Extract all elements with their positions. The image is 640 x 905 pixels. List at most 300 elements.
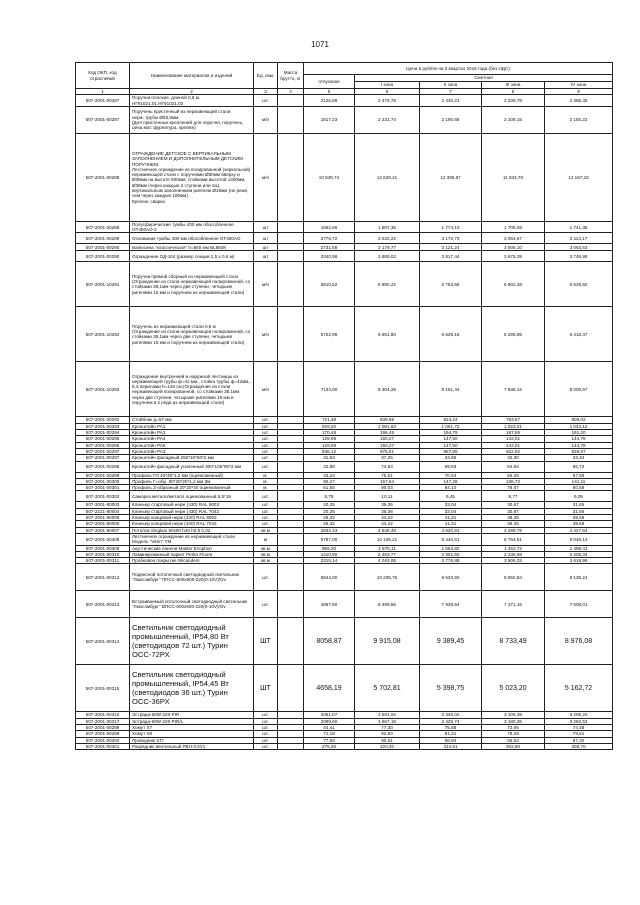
cell-zone2-price: 9 389,45 [420, 618, 482, 665]
cell-zone4-price: 809,02 [545, 417, 613, 423]
cell-zone4-price: 4 427,64 [545, 527, 613, 533]
table-row [76, 307, 613, 362]
cell-release-price: 8058,87 [304, 618, 355, 665]
cell-zone4-price: 3 282,53 [545, 718, 613, 724]
cell-code: 507-2001-00288 [76, 221, 130, 233]
cell-name: Профиль ГО 40*40*1,2 мм (оцинкованный) [130, 472, 254, 478]
cell-zone2-price: 70,54 [420, 472, 482, 478]
cell-mass [278, 307, 304, 362]
cell-unit: шт. [254, 591, 278, 618]
cell-release-price: 3340,96 [304, 251, 355, 262]
cell-zone3-price: 302,80 [482, 743, 545, 749]
cell-name: Эстрада-60W-220-PIR [130, 712, 254, 718]
cell-code: 507-2001-00290 [76, 244, 130, 251]
cell-code: 507-2001-00288 [76, 133, 130, 221]
cell-code: 507-2001-80005 [76, 515, 130, 521]
cell-release-price: 25,32 [304, 521, 355, 527]
cell-zone2-price: 314,51 [420, 743, 482, 749]
cell-code: 507-2001-00292 [76, 417, 130, 423]
cell-zone4-price: 3 618,99 [545, 558, 613, 564]
cell-zone2-price: 147,50 [420, 442, 482, 448]
cell-release-price: 20,25 [304, 502, 355, 508]
cell-zone2-price: 6 539,18 [420, 307, 482, 362]
cell-zone3-price: 5 023,20 [482, 665, 545, 712]
cell-zone1-price: 10,11 [355, 491, 420, 502]
cell-zone4-price: 31,65 [545, 502, 613, 508]
cell-release-price: 20,25 [304, 508, 355, 514]
cell-unit: м. [254, 472, 278, 478]
cell-code: 507-2001-00293 [76, 423, 130, 429]
column-number: 5 [304, 89, 355, 95]
cell-zone1-price: 3 581,92 [355, 712, 420, 718]
cell-mass [278, 262, 304, 307]
cell-zone1-price: 3 889,03 [355, 251, 420, 262]
cell-zone4-price: 79,81 [545, 731, 613, 737]
cell-zone2-price: 5 398,75 [420, 665, 482, 712]
column-number: 4 [278, 89, 304, 95]
cell-unit: кв.м [254, 551, 278, 557]
cell-release-price: 10 849,74 [304, 133, 355, 221]
header-name: Наименование материалов и изделий [130, 63, 254, 89]
cell-code: 507-2001-00298 [76, 461, 130, 472]
cell-zone4-price: 8 000,97 [545, 362, 613, 417]
cell-zone1-price: 82,83 [355, 731, 420, 737]
cell-zone1-price: 90,03 [355, 485, 420, 491]
cell-zone4-price: 87,30 [545, 737, 613, 743]
cell-zone3-price: 6 295,85 [482, 307, 545, 362]
table-row [76, 262, 613, 307]
cell-zone2-price: 3 776,88 [420, 558, 482, 564]
cell-zone3-price: 3 675,39 [482, 251, 545, 262]
cell-mass [278, 591, 304, 618]
cell-code: 507-2221-80004 [76, 508, 130, 514]
cell-zone4-price: 8 976,08 [545, 618, 613, 665]
cell-zone2-price: 2 190,68 [420, 106, 482, 133]
cell-mass [278, 95, 304, 107]
cell-release-price: 31,53 [304, 455, 355, 461]
cell-code: 507-2001-00300 [76, 478, 130, 484]
table-row [76, 564, 613, 591]
cell-code: 507-2001-00302 [76, 491, 130, 502]
cell-zone1-price: 9 915,08 [355, 618, 420, 665]
cell-mass [278, 244, 304, 251]
cell-name: Пробковое покрытие Wicanders [130, 558, 254, 564]
cell-zone2-price: 9 533,60 [420, 564, 482, 591]
cell-release-price: 1817,23 [304, 106, 355, 133]
cell-release-price: 5844,00 [304, 564, 355, 591]
cell-zone3-price: 38,35 [482, 515, 545, 521]
cell-zone3-price: 142,01 [482, 442, 545, 448]
cell-zone3-price: 64,64 [482, 461, 545, 472]
cell-unit: м/п [254, 307, 278, 362]
cell-zone1-price: 3 232,22 [355, 233, 420, 244]
cell-unit: шт. [254, 448, 278, 454]
cell-release-price: 71,18 [304, 731, 355, 737]
cell-code: 507-2001-10293 [76, 362, 130, 417]
cell-zone2-price: 2 301,50 [420, 551, 482, 557]
cell-zone2-price: 3 121,24 [420, 244, 482, 251]
cell-zone3-price: 2 339,78 [482, 95, 545, 107]
table-row [76, 95, 613, 107]
cell-zone1-price: 198,45 [355, 430, 420, 436]
cell-unit: шт. [254, 461, 278, 472]
header-release: отпускная [304, 75, 355, 89]
cell-mass [278, 233, 304, 244]
column-number: 9 [545, 89, 613, 95]
cell-zone3-price: 6 502,28 [482, 262, 545, 307]
cell-name: Профиль Г=обр. 80*20*20*1,2 мм Зм [130, 478, 254, 484]
cell-zone4-price: 141,11 [545, 478, 613, 484]
cell-zone1-price: 150,27 [355, 442, 420, 448]
cell-unit: шт. [254, 95, 278, 107]
cell-release-price: 170,48 [304, 430, 355, 436]
cell-mass [278, 251, 304, 262]
cell-unit: шт. [254, 725, 278, 731]
cell-unit: шт. [254, 430, 278, 436]
table-row [76, 591, 613, 618]
cell-zone4-price: 144,78 [545, 442, 613, 448]
cell-unit: шт. [254, 515, 278, 521]
header-price-title: Цена в рублях на II квартал 2016 года (без НДС) [304, 63, 613, 75]
cell-zone2-price: 6 753,58 [420, 262, 482, 307]
cell-zone2-price: 84,10 [420, 485, 482, 491]
cell-zone1-price: 6 661,80 [355, 307, 420, 362]
cell-code: 507-2001-00298 [76, 725, 130, 731]
cell-name: Клиньер концевой нерж (430) RAL 7042 [130, 521, 254, 527]
cell-name: Разрядник вентильный РВН-0,5У1 [130, 743, 254, 749]
cell-zone3-price: 7 371,15 [482, 591, 545, 618]
cell-release-price: 2099,60 [304, 718, 355, 724]
cell-code: 507-2001-10291 [76, 262, 130, 307]
cell-zone4-price: 3 114,17 [545, 233, 613, 244]
cell-unit: шт [254, 221, 278, 233]
cell-zone4-price: 66,72 [545, 461, 613, 472]
cell-zone1-price: 10 106,21 [355, 533, 420, 545]
cell-release-price: 4658,19 [304, 665, 355, 712]
cell-zone1-price: 1 807,36 [355, 221, 420, 233]
cell-name: Проводник STI [130, 737, 254, 743]
cell-zone4-price: 2 150,22 [545, 106, 613, 133]
table-row [76, 244, 613, 251]
table-row [76, 461, 613, 472]
cell-zone1-price: 75,51 [355, 472, 420, 478]
cell-zone3-price: 85,63 [482, 737, 545, 743]
cell-name: Профиль Z-образный 20*20*40 оцинкованный [130, 485, 254, 491]
cell-release-price: 7134,00 [304, 362, 355, 417]
cell-release-price: 4867,60 [304, 591, 355, 618]
cell-unit: шт. [254, 423, 278, 429]
column-number: 7 [420, 89, 482, 95]
cell-zone3-price: 30,67 [482, 502, 545, 508]
cell-name: Кронштейн РА5 [130, 442, 254, 448]
cell-zone3-price: 3 106,38 [482, 712, 545, 718]
cell-zone4-price: 308,70 [545, 743, 613, 749]
cell-unit: шт. [254, 442, 278, 448]
table-row [76, 251, 613, 262]
cell-zone2-price: 824,24 [420, 417, 482, 423]
cell-release-price: 25,32 [304, 515, 355, 521]
header-code: Код ОКП, код отраслевой [76, 63, 130, 89]
cell-zone2-price: 81,31 [420, 731, 482, 737]
cell-name: Кронштейн РА3 [130, 448, 254, 454]
cell-release-price: 129,09 [304, 436, 355, 442]
cell-release-price: 129,09 [304, 442, 355, 448]
cell-zone4-price: 191,20 [545, 430, 613, 436]
cell-zone4-price: 2 205,34 [545, 551, 613, 557]
cell-zone3-price: 7 848,12 [482, 362, 545, 417]
cell-zone2-price: 147,26 [420, 478, 482, 484]
cell-zone4-price: 5 162,72 [545, 665, 613, 712]
cell-release-price: 5,79 [304, 491, 355, 502]
cell-mass [278, 221, 304, 233]
cell-name: Ограждение внутренней и наружной лестницы из нержавеющей трубы ф=42 мм., стойка трубы ф=42мм., 6,3 перилами h=120 см.(Ограждение из стали нержавеющей полированной, со стойками 38,1мм через две ступени, четырьмя ригелями 16 мм и поручнем в 2 ряда из нержавеющей стали) [130, 362, 254, 417]
cell-zone2-price: 7 939,94 [420, 591, 482, 618]
cell-zone1-price: 2 475,78 [355, 95, 420, 107]
cell-release-price: 721,38 [304, 417, 355, 423]
cell-release-price: 43,24 [304, 472, 355, 478]
cell-name: Поручни плоские, длиной 0,8 м. НГ91021.01.НГ91021.03 [130, 95, 254, 107]
cell-zone3-price: 187,55 [482, 430, 545, 436]
cell-code: 507-2001-00311 [76, 558, 130, 564]
cell-unit: шт. [254, 508, 278, 514]
cell-code: 507-2001-00294 [76, 430, 130, 436]
cell-zone1-price: 320,40 [355, 743, 420, 749]
cell-name: Кронштейн РА1 [130, 423, 254, 429]
cell-zone2-price: 8 151,44 [420, 362, 482, 417]
cell-mass [278, 106, 304, 133]
cell-name: Ламинированный паркет Perito Floors [130, 551, 254, 557]
cell-release-price: 5910,62 [304, 262, 355, 307]
cell-zone2-price: 33,04 [420, 508, 482, 514]
cell-code: 507-2001-10292 [76, 307, 130, 362]
header-mass: Масса брутто, кг [278, 63, 304, 89]
table-row [76, 491, 613, 502]
cell-unit: шт. [254, 491, 278, 502]
cell-zone4-price: 3 206,20 [545, 712, 613, 718]
cell-zone3-price: 2 136,68 [482, 551, 545, 557]
cell-release-price: 5787,00 [304, 533, 355, 545]
cell-name: Хомут Х8 [130, 731, 254, 737]
table-row [76, 133, 613, 221]
cell-code: 507-2001-00296 [76, 442, 130, 448]
cell-name: Клиньер концевой нерж (430) RAL 9003 [130, 515, 254, 521]
cell-name: Поручень пристенный из нержавеющей стали нерж. трубы Ø50,8мм (Для пристенных креплений для поручня, поручень, цена мат. фурнитура, крепёж) [130, 106, 254, 133]
cell-zone4-price: 74,48 [545, 725, 613, 731]
page-number: 1071 [311, 40, 329, 49]
cell-zone3-price: 2 108,15 [482, 106, 545, 133]
cell-name: Поручни прямой сборный из нержавеющей стали (Ограждение из стали нержавеющей полированной, со стойками 38,1мм через две ступени, четырьмя ригелями 16 мм и поручнем из нержавеющей стали) [130, 262, 254, 307]
cell-release-price: 929,20 [304, 423, 355, 429]
table-row [76, 221, 613, 233]
cell-release-price: 90,27 [304, 478, 355, 484]
cell-zone1-price: 10 205,75 [355, 564, 420, 591]
cell-zone4-price: 6 418,47 [545, 307, 613, 362]
cell-mass [278, 461, 304, 472]
header-unit: Ед. изм. [254, 63, 278, 89]
cell-mass [278, 133, 304, 221]
cell-name: Лестничное ограждение из нержавеющей стали Модель "Vitrin" ТМ [130, 533, 254, 545]
cell-zone2-price: 69,93 [420, 461, 482, 472]
cell-name: Клиньер стартовый нерж (430) RAL 9003 [130, 502, 254, 508]
cell-code: 507-2001-00299 [76, 731, 130, 737]
cell-unit: шт. [254, 417, 278, 423]
cell-name: Саморез металл/металл оцинкованный 5,5*19 [130, 491, 254, 502]
cell-zone3-price: 1 452,72 [482, 545, 545, 551]
cell-release-price: 1410,80 [304, 551, 355, 557]
cell-zone1-price: 90,61 [355, 737, 420, 743]
cell-name: Стойбник д=57 мм [130, 417, 254, 423]
cell-zone1-price: 839,69 [355, 417, 420, 423]
cell-name: Акустические панели Master Ecophon [130, 545, 254, 551]
column-number: 3 [254, 89, 278, 95]
cell-zone1-price: 3 667,18 [355, 718, 420, 724]
cell-unit: ШТ [254, 665, 278, 712]
cell-unit: шт. [254, 502, 278, 508]
cell-zone4-price: 1 042,12 [545, 423, 613, 429]
cell-mass [278, 665, 304, 712]
cell-zone2-price: 9,45 [420, 491, 482, 502]
table-row [76, 743, 613, 749]
cell-zone4-price: 31,65 [545, 508, 613, 514]
cell-zone1-price: 3 179,77 [355, 244, 420, 251]
cell-name: Светильник светодиодный промышленный, IP54,45 Вт (светодиодов 36 шт.) Турин ОСС-36РХ [130, 665, 254, 712]
cell-release-price: 275,26 [304, 743, 355, 749]
cell-name: Хомут Х7 [130, 725, 254, 731]
cell-zone2-price: 4 620,81 [420, 527, 482, 533]
cell-code: 507-2001-80006 [76, 521, 130, 527]
cell-zone2-price: 1 564,82 [420, 545, 482, 551]
cell-code: 507-2001-00299 [76, 472, 130, 478]
cell-zone3-price: 78,28 [482, 731, 545, 737]
cell-release-price: 51,55 [304, 485, 355, 491]
table-row [76, 362, 613, 417]
cell-zone3-price: 8 733,49 [482, 618, 545, 665]
cell-zone3-price: 3 180,35 [482, 718, 545, 724]
cell-zone1-price: 1 675,11 [355, 545, 420, 551]
cell-code: 507-2001-00315 [76, 665, 130, 712]
cell-unit: шт [254, 233, 278, 244]
cell-zone3-price: 11 934,70 [482, 133, 545, 221]
cell-zone4-price: 39,58 [545, 521, 613, 527]
price-table [75, 62, 613, 750]
cell-zone2-price: 9 440,61 [420, 533, 482, 545]
cell-zone4-price: 80,58 [545, 485, 613, 491]
cell-zone4-price: 67,59 [545, 472, 613, 478]
cell-name: Подвесной потолочный светодиодный светильник "Люксэмбург" ППСС-600х600-220(0-10V)/Ov [130, 564, 254, 591]
cell-zone1-price: 157,64 [355, 478, 420, 484]
cell-zone3-price: 142,01 [482, 436, 545, 442]
cell-name: Кронштейн РА4 [130, 436, 254, 442]
cell-name: Потолок Singlaio 50х50 h40 h0,5 0,32 [130, 527, 254, 533]
cell-zone2-price: 1 774,10 [420, 221, 482, 233]
cell-unit: шт. [254, 455, 278, 461]
cell-code: 507-2001-00289 [76, 233, 130, 244]
cell-zone4-price: 6 628,92 [545, 262, 613, 307]
cell-zone3-price: 922,02 [482, 448, 545, 454]
cell-zone4-price: 12 167,15 [545, 133, 613, 221]
cell-zone1-price: 4 848,49 [355, 527, 420, 533]
cell-code: 507-2001-00312 [76, 564, 130, 591]
cell-zone4-price: 9,05 [545, 491, 613, 502]
cell-unit: шт. [254, 712, 278, 718]
cell-unit: м/п [254, 133, 278, 221]
cell-code: 507-2001-80003 [76, 502, 130, 508]
cell-zone3-price: 1 708,08 [482, 221, 545, 233]
cell-code: 507-2001-00317 [76, 718, 130, 724]
cell-name: Кронштейн фасадный 250*10*50*2 мм [130, 455, 254, 461]
cell-zone4-price: 1 741,35 [545, 221, 613, 233]
cell-zone1-price: 44,22 [355, 515, 420, 521]
cell-zone1-price: 2 463,77 [355, 551, 420, 557]
cell-code: 507-2001-00316 [76, 712, 130, 718]
column-number: 6 [355, 89, 420, 95]
cell-zone4-price: 939,97 [545, 448, 613, 454]
cell-mass [278, 564, 304, 591]
table-row [76, 665, 613, 712]
cell-name: Клиньер стартовый нерж (430) RAL 7042 [130, 508, 254, 514]
cell-unit: кв.м [254, 545, 278, 551]
cell-code: 507-2001-00290 [76, 251, 130, 262]
cell-zone3-price: 3 506,32 [482, 558, 545, 564]
cell-zone1-price: 37,25 [355, 455, 420, 461]
cell-zone3-price: 8 764,51 [482, 533, 545, 545]
cell-code: 507-2001-00301 [76, 485, 130, 491]
cell-zone3-price: 30,67 [482, 508, 545, 514]
cell-release-price: 5722,98 [304, 307, 355, 362]
cell-name: Валюсина "классическая" h=860 мм BL860K [130, 244, 254, 251]
cell-zone2-price: 2 430,21 [420, 95, 482, 107]
cell-zone2-price: 34,86 [420, 455, 482, 461]
cell-zone4-price: 3 063,63 [545, 244, 613, 251]
cell-zone4-price: 3 746,98 [545, 251, 613, 262]
cell-zone3-price: 32,30 [482, 455, 545, 461]
cell-zone1-price: 6 880,22 [355, 262, 420, 307]
cell-code: 507-2001-00308 [76, 533, 130, 545]
cell-zone2-price: 3 172,73 [420, 233, 482, 244]
cell-release-price: 959,20 [304, 545, 355, 551]
cell-mass [278, 533, 304, 545]
cell-zone2-price: 1 061,72 [420, 423, 482, 429]
cell-unit: м [254, 533, 278, 545]
cell-zone4-price: 9 046,14 [545, 533, 613, 545]
cell-zone1-price: 12 628,41 [355, 133, 420, 221]
cell-zone1-price: 150,27 [355, 436, 420, 442]
cell-mass [278, 491, 304, 502]
cell-zone4-price: 2 385,35 [545, 95, 613, 107]
header-zone3: III зона [482, 82, 545, 89]
cell-unit: кв.м [254, 527, 278, 533]
cell-zone3-price: 4 289,79 [482, 527, 545, 533]
cell-unit: м. [254, 485, 278, 491]
table-row [76, 233, 613, 244]
cell-unit: м. [254, 478, 278, 484]
column-number: 2 [130, 89, 254, 95]
column-number: 8 [482, 89, 545, 95]
cell-code: 507-2001-00309 [76, 545, 130, 551]
cell-release-price: 2126,88 [304, 95, 355, 107]
cell-name: Ограждение ОД-104 (размер секции 1,5 х 0,6 м) [130, 251, 254, 262]
cell-zone2-price: 41,31 [420, 515, 482, 521]
cell-zone1-price: 35,36 [355, 502, 420, 508]
cell-zone2-price: 75,68 [420, 725, 482, 731]
cell-zone4-price: 9 135,24 [545, 564, 613, 591]
cell-code: 507-2001-00297 [76, 448, 130, 454]
cell-zone3-price: 65,49 [482, 472, 545, 478]
cell-name: Полусферические тумбы 400 мм обособленное ОТ400АО-2 [130, 221, 254, 233]
cell-zone3-price: 1 022,21 [482, 423, 545, 429]
cell-release-price: 2051,07 [304, 712, 355, 718]
cell-code: 507-2001-00287 [76, 95, 130, 107]
